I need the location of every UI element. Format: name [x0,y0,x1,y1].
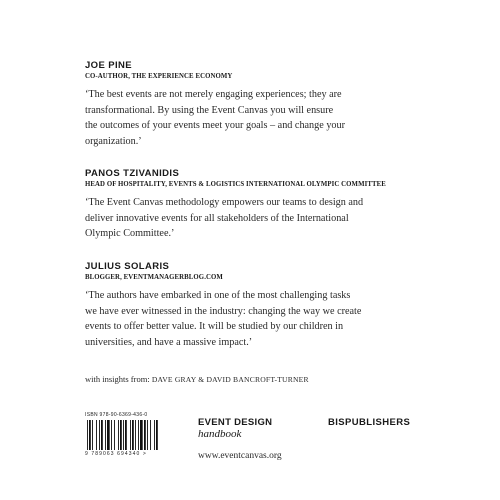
endorsement-quote [85,87,435,149]
barcode-bar [101,420,103,450]
endorser-name: JULIUS SOLARIS [85,261,170,272]
endorser-role: BLOGGER, EVENTMANAGERBLOG.COM [85,274,223,281]
event-design-logo-subtitle: handbook [198,428,242,440]
event-design-logo-title: EVENT DESIGN [198,417,273,428]
endorsement-panos-tzivanidis [85,168,435,242]
barcode-bar [150,420,151,450]
endorser-name: JOE PINE [85,60,133,71]
quote-line: ‘The Event Canvas methodology empowers our teams to design and [85,197,364,208]
endorsement-joe-pine [85,60,435,149]
quote-line: organization.’ [85,135,142,147]
publisher-logo: BISPUBLISHERS [328,417,411,428]
barcode-bar [107,420,110,450]
barcode-bar [92,420,93,450]
endorser-role: CO-AUTHOR, THE EXPERIENCE ECONOMY [85,73,233,80]
endorser-role: HEAD OF HOSPITALITY, EVENTS & LOGISTICS INTERNATIONAL OLYMPIC COMMITTEE [85,181,386,188]
insights-prefix: with insights from: [85,374,152,384]
endorser-name: PANOS TZIVANIDIS [85,168,180,179]
quote-line: deliver innovative events for all stakeholders of the International [85,212,349,224]
barcode-bar [96,420,97,450]
barcode-bar [99,420,100,450]
barcode-bar [130,420,131,450]
barcode-bar [132,420,134,450]
barcode-bar [105,420,106,450]
barcode-bar [87,420,88,450]
endorsement-quote [85,195,435,242]
barcode-bar [111,420,112,450]
quote-line: Olympic Committee.’ [85,228,175,240]
quote-line: ‘The best events are not merely engaging experiences; they are [85,89,342,100]
insights-names: DAVE GRAY & DAVID BANCROFT-TURNER [151,375,309,384]
barcode-bar [135,420,136,450]
barcode-bar [120,420,122,450]
barcode-bar [118,420,119,450]
quote-line: the outcomes of your events meet your goals – and change your [85,120,345,132]
barcode-bar [138,420,139,450]
barcode-bar [123,420,124,450]
quote-line: transformational. By using the Event Canvas you will ensure [85,104,334,116]
barcode-bar [125,420,127,450]
barcode-bar [144,420,146,450]
isbn-label: ISBN 978-90-6369-436-0 [85,412,148,418]
barcode-bar [89,420,91,450]
barcode-digits: 9 789063 694340 > [85,451,147,457]
quote-line: universities, and have a massive impact.’ [85,336,253,348]
barcode-bar [140,420,143,450]
barcode-bar [154,420,155,450]
website-url: www.eventcanvas.org [198,451,282,461]
endorsement-quote [85,288,435,350]
isbn-barcode-block [85,412,180,457]
quote-line: we have ever witnessed in the industry: changing the way we create [85,305,362,317]
quote-line: ‘The authors have embarked in one of the most challenging tasks [85,290,351,301]
barcode-bar [156,420,158,450]
insights-credit [85,374,309,385]
barcode-bar [147,420,148,450]
quote-line: events to offer better value. It will be studied by our children in [85,321,344,333]
barcode-graphic [85,420,180,450]
barcode-bar [114,420,115,450]
endorsement-julius-solaris [85,261,435,350]
